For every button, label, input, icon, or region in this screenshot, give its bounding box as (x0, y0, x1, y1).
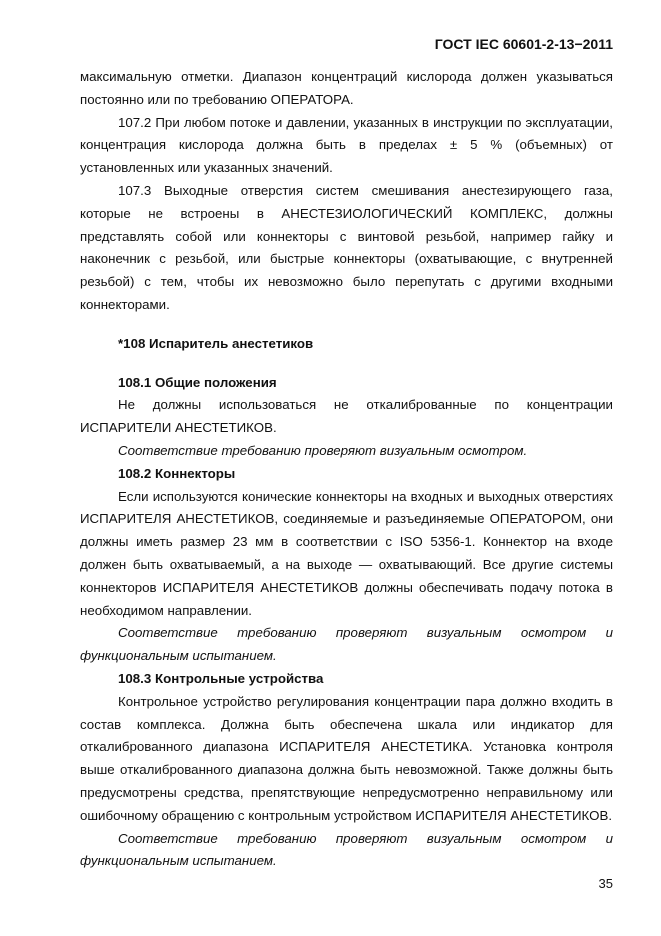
document-body (80, 66, 613, 873)
compliance-note-108-1: Соответствие требованию проверяют визуальным осмотром. (118, 442, 528, 458)
subsection-heading-108-3: 108.3 Контрольные устройства (118, 670, 324, 686)
compliance-note-108-2: Соответствие требованию проверяют визуальным осмотром и функциональным испытанием. (80, 625, 613, 664)
subsection-heading-108-2: 108.2 Коннекторы (118, 465, 236, 481)
paragraph-108-1: Не должны использоваться не откалиброванные по концентрации ИСПАРИТЕЛИ АНЕСТЕТИКОВ. (80, 397, 613, 436)
page-number: 35 (598, 876, 613, 891)
subsection-heading-108-1: 108.1 Общие положения (118, 374, 277, 390)
compliance-note-108-3: Соответствие требованию проверяют визуальным осмотром и функциональным испытанием. (80, 830, 613, 869)
paragraph-108-3: Контрольное устройство регулирования концентрации пара должно входить в состав комплекса. Должна быть обеспечена шкала или индикатор для откалиброванного диапазона ИСПАРИТЕЛЯ АНЕСТЕТИКА. Установка контроля выше откалиброванного диапазона должна быть невозможной. Также должны быть предусмотрены средства, препятствующие непредусмотренно неправильному или ошибочному обращению с контрольным устройством ИСПАРИТЕЛЯ АНЕСТЕТИКОВ. (80, 693, 613, 823)
paragraph-108-2: Если используются конические коннекторы на входных и выходных отверстиях ИСПАРИТЕЛЯ АНЕСТЕТИКОВ, соединяемые и разъединяемые ОПЕРАТОРОМ, они должны иметь размер 23 мм в соответствии с ISO 5356-1. Коннектор на входе должен быть охватываемый, а на выходе — охватывающий. Все другие системы коннекторов ИСПАРИТЕЛЯ АНЕСТЕТИКОВ должны обеспечивать подачу потока в необходимом направлении. (80, 488, 613, 618)
paragraph-107-2: 107.2 При любом потоке и давлении, указанных в инструкции по эксплуатации, концентрация кислорода должна быть в пределах ± 5 % (объемных) от установленных или указанных значений. (80, 114, 613, 176)
document-header: ГОСТ IEC 60601-2-13−2011 (434, 36, 613, 52)
paragraph-107-3: 107.3 Выходные отверстия систем смешивания анестезирующего газа, которые не встроены в АНЕСТЕЗИОЛОГИЧЕСКИЙ КОМПЛЕКС, должны представлять собой или коннекторы с винтовой резьбой, например гайку и наконечник с резьбой, или быстрые коннекторы (охватывающие, с внутренней резьбой) с тем, чтобы их невозможно было перепутать с другими входными коннекторами. (80, 182, 613, 312)
section-heading-108: *108 Испаритель анестетиков (118, 335, 314, 351)
paragraph-continuation: максимальную отметки. Диапазон концентраций кислорода должен указываться постоянно или по требованию ОПЕРАТОРА. (80, 69, 613, 107)
